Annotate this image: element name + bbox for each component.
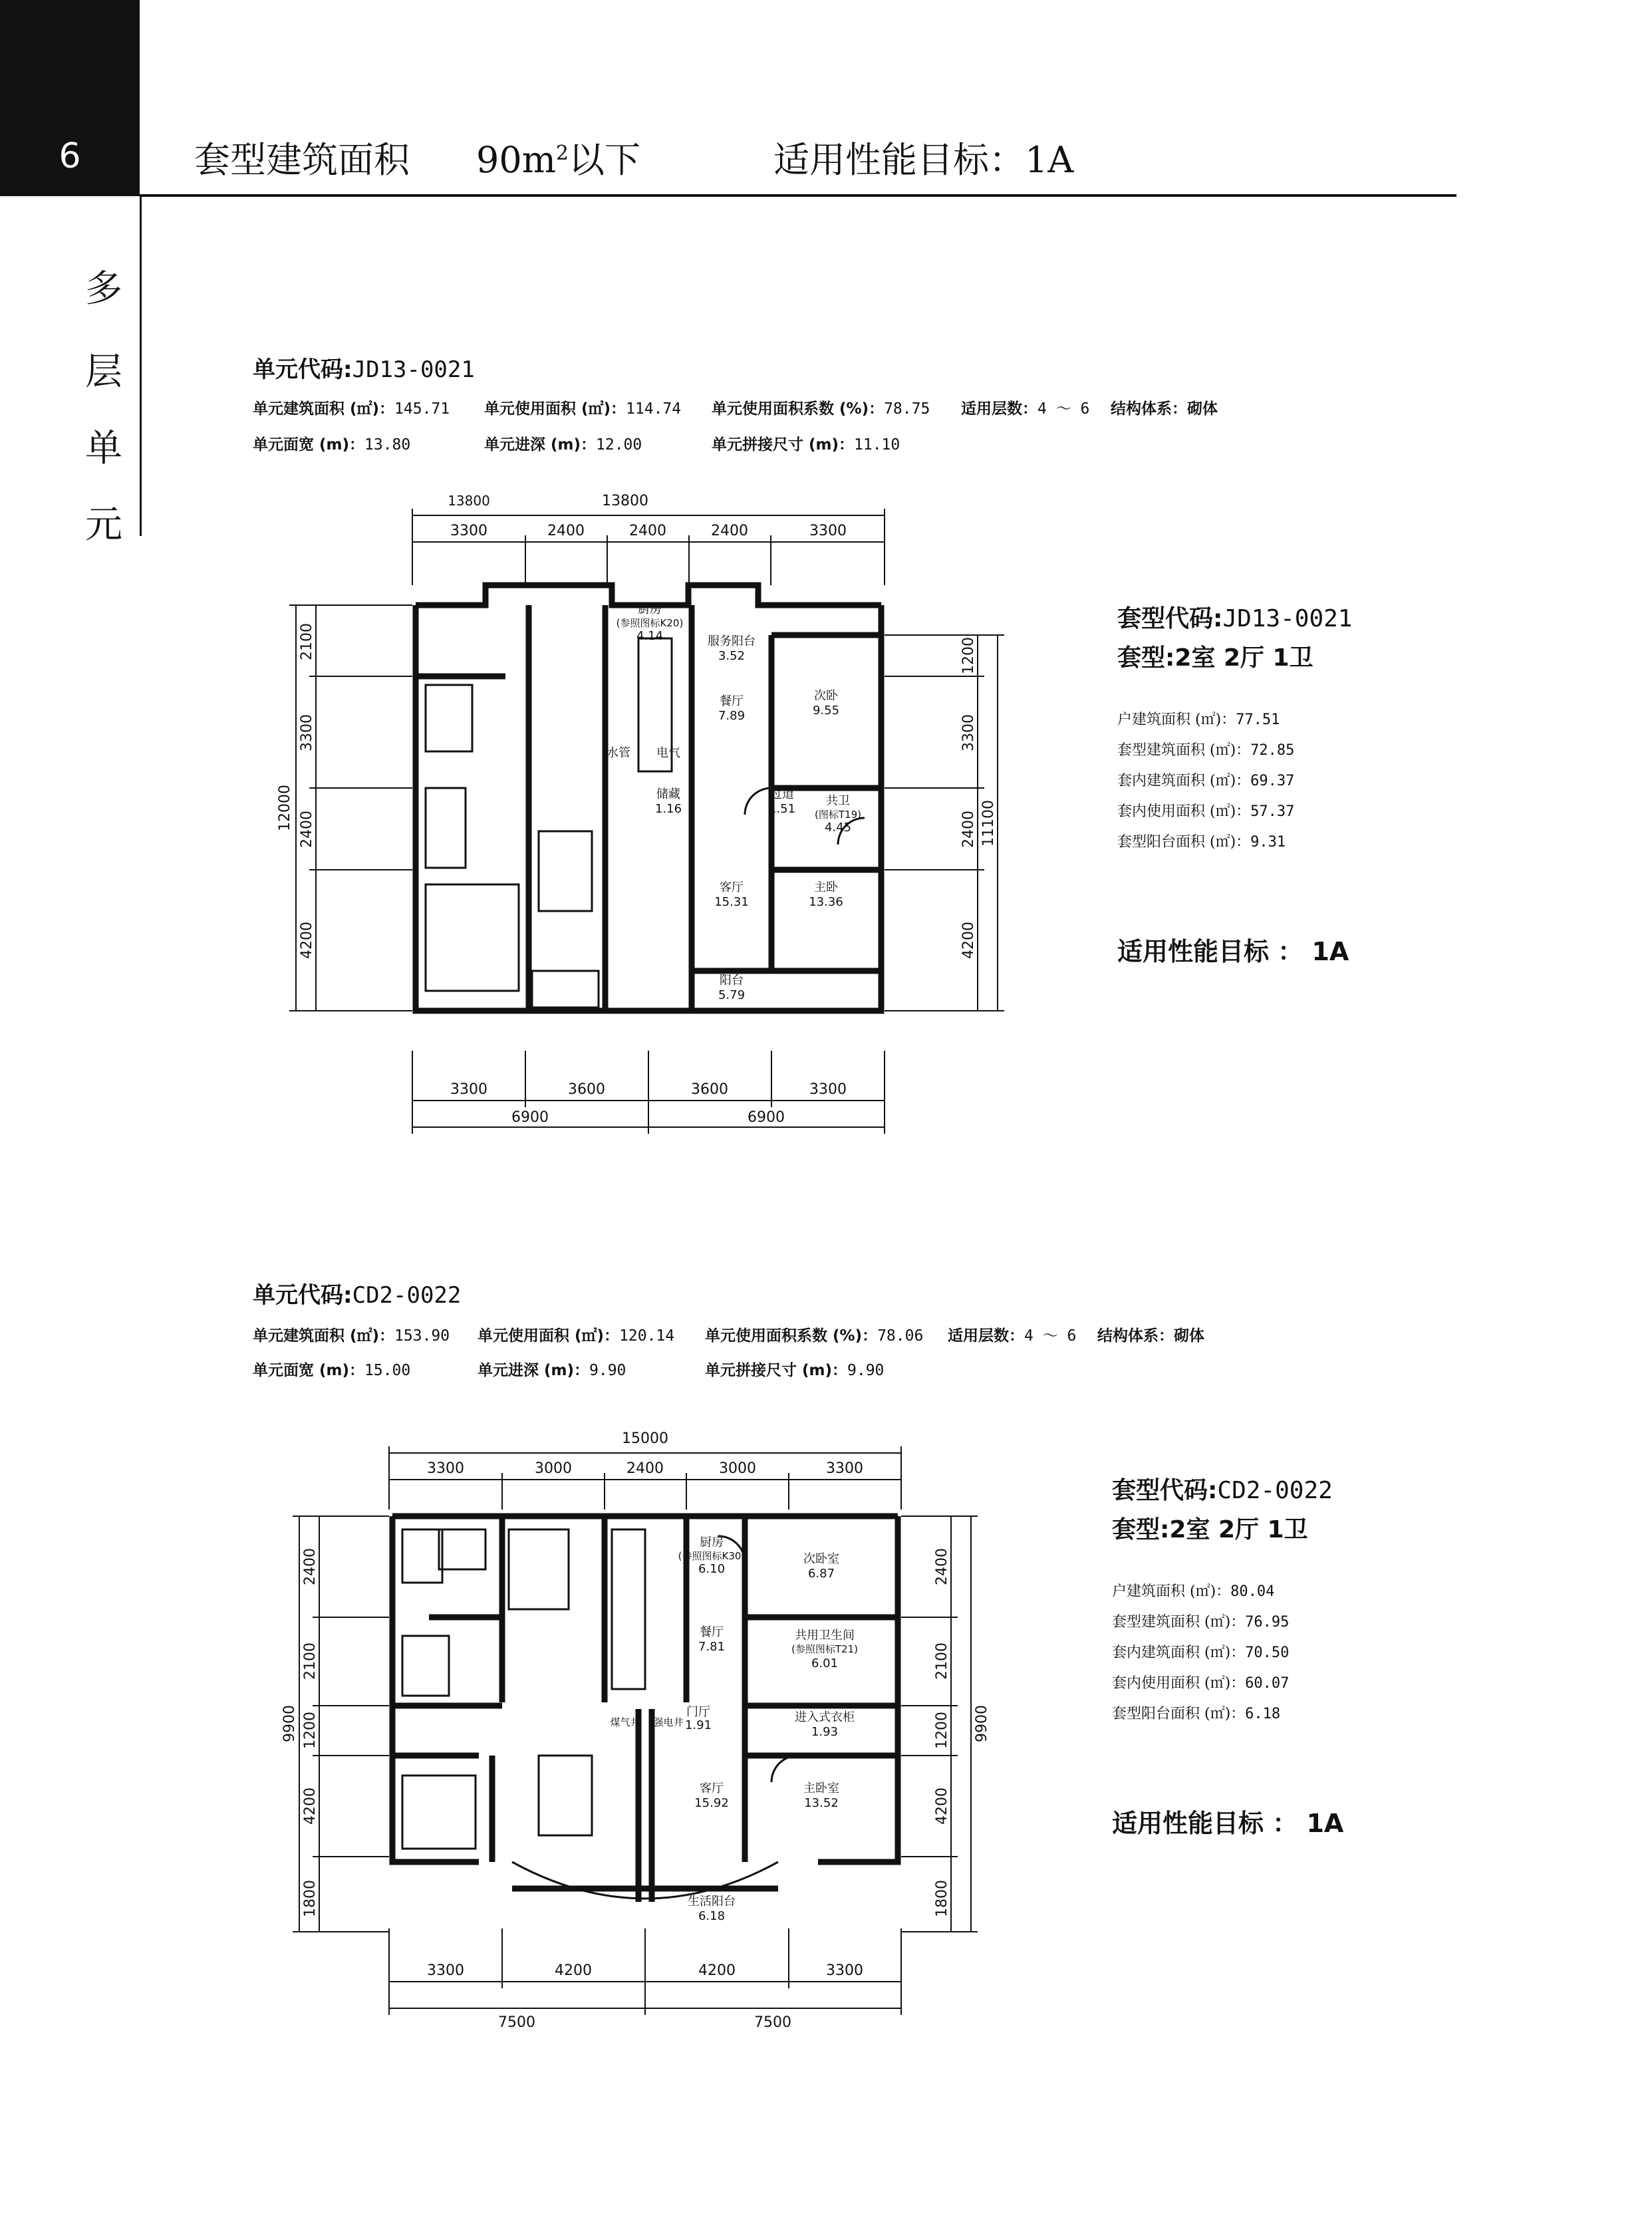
room-note: (参照图标T21) [791,1643,858,1655]
plan-dim-total: 9900 [974,1705,990,1742]
plan-dim: 3300 [826,1962,863,1979]
room-label: 餐厅 [720,694,744,708]
plan-dim: 2400 [302,1548,319,1585]
plan-dim: 7500 [498,2014,535,2031]
suite-area-row: 套内使用面积 (㎡)：57.37 [1117,803,1295,820]
suite-code: 套型代码:JD13-0021 [1117,605,1353,632]
plan-dim: 4200 [299,922,315,959]
sidebar-char: 多 [85,267,122,311]
suite-area-row: 套内建筑面积 (㎡)：70.50 [1112,1645,1290,1661]
plan-dim: 1200 [302,1712,319,1749]
suite-target: 适用性能目标 ： 1A [1112,1809,1344,1838]
suite-type: 套型:2室 2厅 1卫 [1117,644,1313,672]
room-label: 次卧室 [803,1552,839,1566]
plan-dim-total: 15000 [622,1430,668,1447]
room-label: 门厅 [686,1705,710,1719]
room-label: 煤气井 [610,1716,640,1728]
plan-dim: 6900 [748,1109,785,1126]
room-area: 1.91 [684,1718,712,1732]
room-label: 阳台 [720,974,744,988]
plan-dim: 3600 [691,1081,728,1098]
sidebar-char: 层 [85,350,122,394]
room-label: 储藏 [656,787,680,801]
room-area: 5.79 [718,988,746,1002]
room-label: 客厅 [700,1781,724,1795]
plan-dim: 1200 [960,637,977,674]
plan-dim-total: 9900 [281,1705,298,1742]
room-area: 3.52 [718,649,746,663]
area-value: 90m [476,139,556,181]
room-label: 水管 [607,746,630,760]
room-label: 共卫 [826,794,850,808]
room-label: 电气 [656,746,680,760]
header-target: 适用性能目标：1A [773,139,1074,181]
plan-dim: 2400 [960,811,977,848]
suite-info-1 [1117,600,1352,968]
suite-code: 套型代码:CD2-0022 [1112,1477,1333,1504]
suite-target: 适用性能目标 ： 1A [1117,937,1349,966]
plan-dim: 2100 [302,1643,319,1680]
page-number: 6 [59,136,81,176]
plan-dim: 3300 [960,714,977,751]
room-label: 强电井 [653,1716,684,1728]
plan-dim-total: 13800 [602,493,648,509]
plan-dim: 3300 [450,1081,487,1098]
header-rule [140,194,1456,197]
plan-dim: 2400 [626,1460,664,1477]
plan-dim: 2100 [299,623,315,660]
room-area: 7.81 [698,1640,726,1654]
sidebar-char: 元 [85,503,122,547]
suite-area-row: 套型阳台面积 (㎡)：6.18 [1112,1706,1281,1722]
unit-code: 单元代码:JD13-0021 [253,356,475,383]
room-area: 4.45 [824,821,852,835]
plan-dim: 2100 [934,1643,950,1680]
room-area: 15.31 [714,895,749,909]
plan-dim: 4200 [555,1962,592,1979]
plan-dim: 1800 [934,1880,950,1917]
area-sup: 2 [555,142,569,165]
room-label: 主卧 [814,880,838,894]
room-note: (参照图标K30) [678,1550,746,1562]
room-area: 6.18 [698,1909,726,1923]
sidebar-char: 单 [85,427,122,470]
suite-area-row: 套内建筑面积 (㎡)：69.37 [1117,773,1295,789]
plan-dim: 2400 [629,523,666,539]
plan-dim: 3000 [535,1460,572,1477]
plan-dim: 4200 [302,1787,319,1825]
room-area: 6.10 [698,1562,726,1576]
plan-dim: 3300 [427,1962,464,1979]
plan-dim-total: 13800 [448,493,490,509]
page-title [194,132,1073,183]
plan-dim: 4200 [960,922,977,959]
plan-dim: 3300 [809,1081,847,1098]
room-label: 餐厅 [700,1625,724,1639]
room-label: 客厅 [720,880,744,894]
plan-dim: 3000 [719,1460,756,1477]
room-area: 1.93 [811,1725,839,1739]
room-area: 15.92 [694,1796,729,1810]
room-note: (图标T19) [815,809,861,821]
plan-dim: 3600 [568,1081,605,1098]
suite-type: 套型:2室 2厅 1卫 [1112,1516,1308,1543]
plan-dim: 1200 [934,1712,950,1749]
sidebar-rule [140,197,142,536]
room-area: 7.89 [718,709,746,723]
suite-areas [1112,1577,1343,1730]
plan-dim-total: 12000 [277,785,293,831]
suite-area-row: 户建筑面积 (㎡)：77.51 [1117,712,1280,728]
room-area: 4.14 [636,629,664,643]
room-area: 9.55 [812,704,840,718]
room-label: 主卧室 [803,1781,839,1795]
room-area: 13.52 [804,1796,839,1810]
room-label: 厨房 [700,1535,724,1549]
plan-dim: 2400 [547,523,585,539]
plan-dim: 3300 [809,523,847,539]
room-label: 生活阳台 [688,1895,736,1909]
plan-dim: 3300 [826,1460,863,1477]
area-suffix: 以下 [569,139,641,181]
room-area: 6.01 [811,1656,839,1670]
room-note: (参照图标K20) [616,617,684,629]
plan-dim: 2400 [711,523,748,539]
room-area: 6.87 [807,1567,835,1581]
suite-area-row: 套型建筑面积 (㎡)：72.85 [1117,742,1295,759]
room-area: 1.51 [768,802,796,816]
plan-dim: 3300 [427,1460,464,1477]
floor-plan-2 [279,1423,1051,2035]
plan-dim: 2400 [299,811,315,848]
page-tab [0,0,140,196]
plan-dim: 4200 [698,1962,736,1979]
unit-code: 单元代码:CD2-0022 [253,1282,462,1309]
suite-area-row: 套型阳台面积 (㎡)：9.31 [1117,834,1286,851]
suite-area-row: 户建筑面积 (㎡)：80.04 [1112,1583,1275,1600]
room-label: 厨房 [638,602,662,616]
plan-dim: 2400 [934,1548,950,1585]
plan-dim: 4200 [934,1787,950,1825]
room-label: 服务阳台 [708,634,756,648]
room-label: 进入式衣柜 [795,1710,855,1724]
room-label: 过道 [770,787,794,801]
plan-dim-total: 11100 [980,800,997,847]
plan-dim: 6900 [511,1109,549,1126]
plan-dim: 3300 [450,523,487,539]
room-label: 次卧 [814,689,838,703]
suite-area-row: 套内使用面积 (㎡)：60.07 [1112,1675,1290,1692]
plan-dim: 3300 [299,714,315,751]
suite-area-row: 套型建筑面积 (㎡)：76.95 [1112,1614,1290,1631]
area-label: 套型建筑面积 [194,139,410,181]
room-area: 13.36 [809,895,843,909]
room-label: 共用卫生间 [795,1629,855,1643]
suite-info-2 [1112,1472,1343,1839]
plan-dim: 1800 [302,1880,319,1917]
suite-areas [1117,705,1352,858]
floor-plan-1 [266,485,1051,1150]
room-area: 1.16 [654,802,682,816]
plan-dim: 7500 [754,2014,791,2031]
